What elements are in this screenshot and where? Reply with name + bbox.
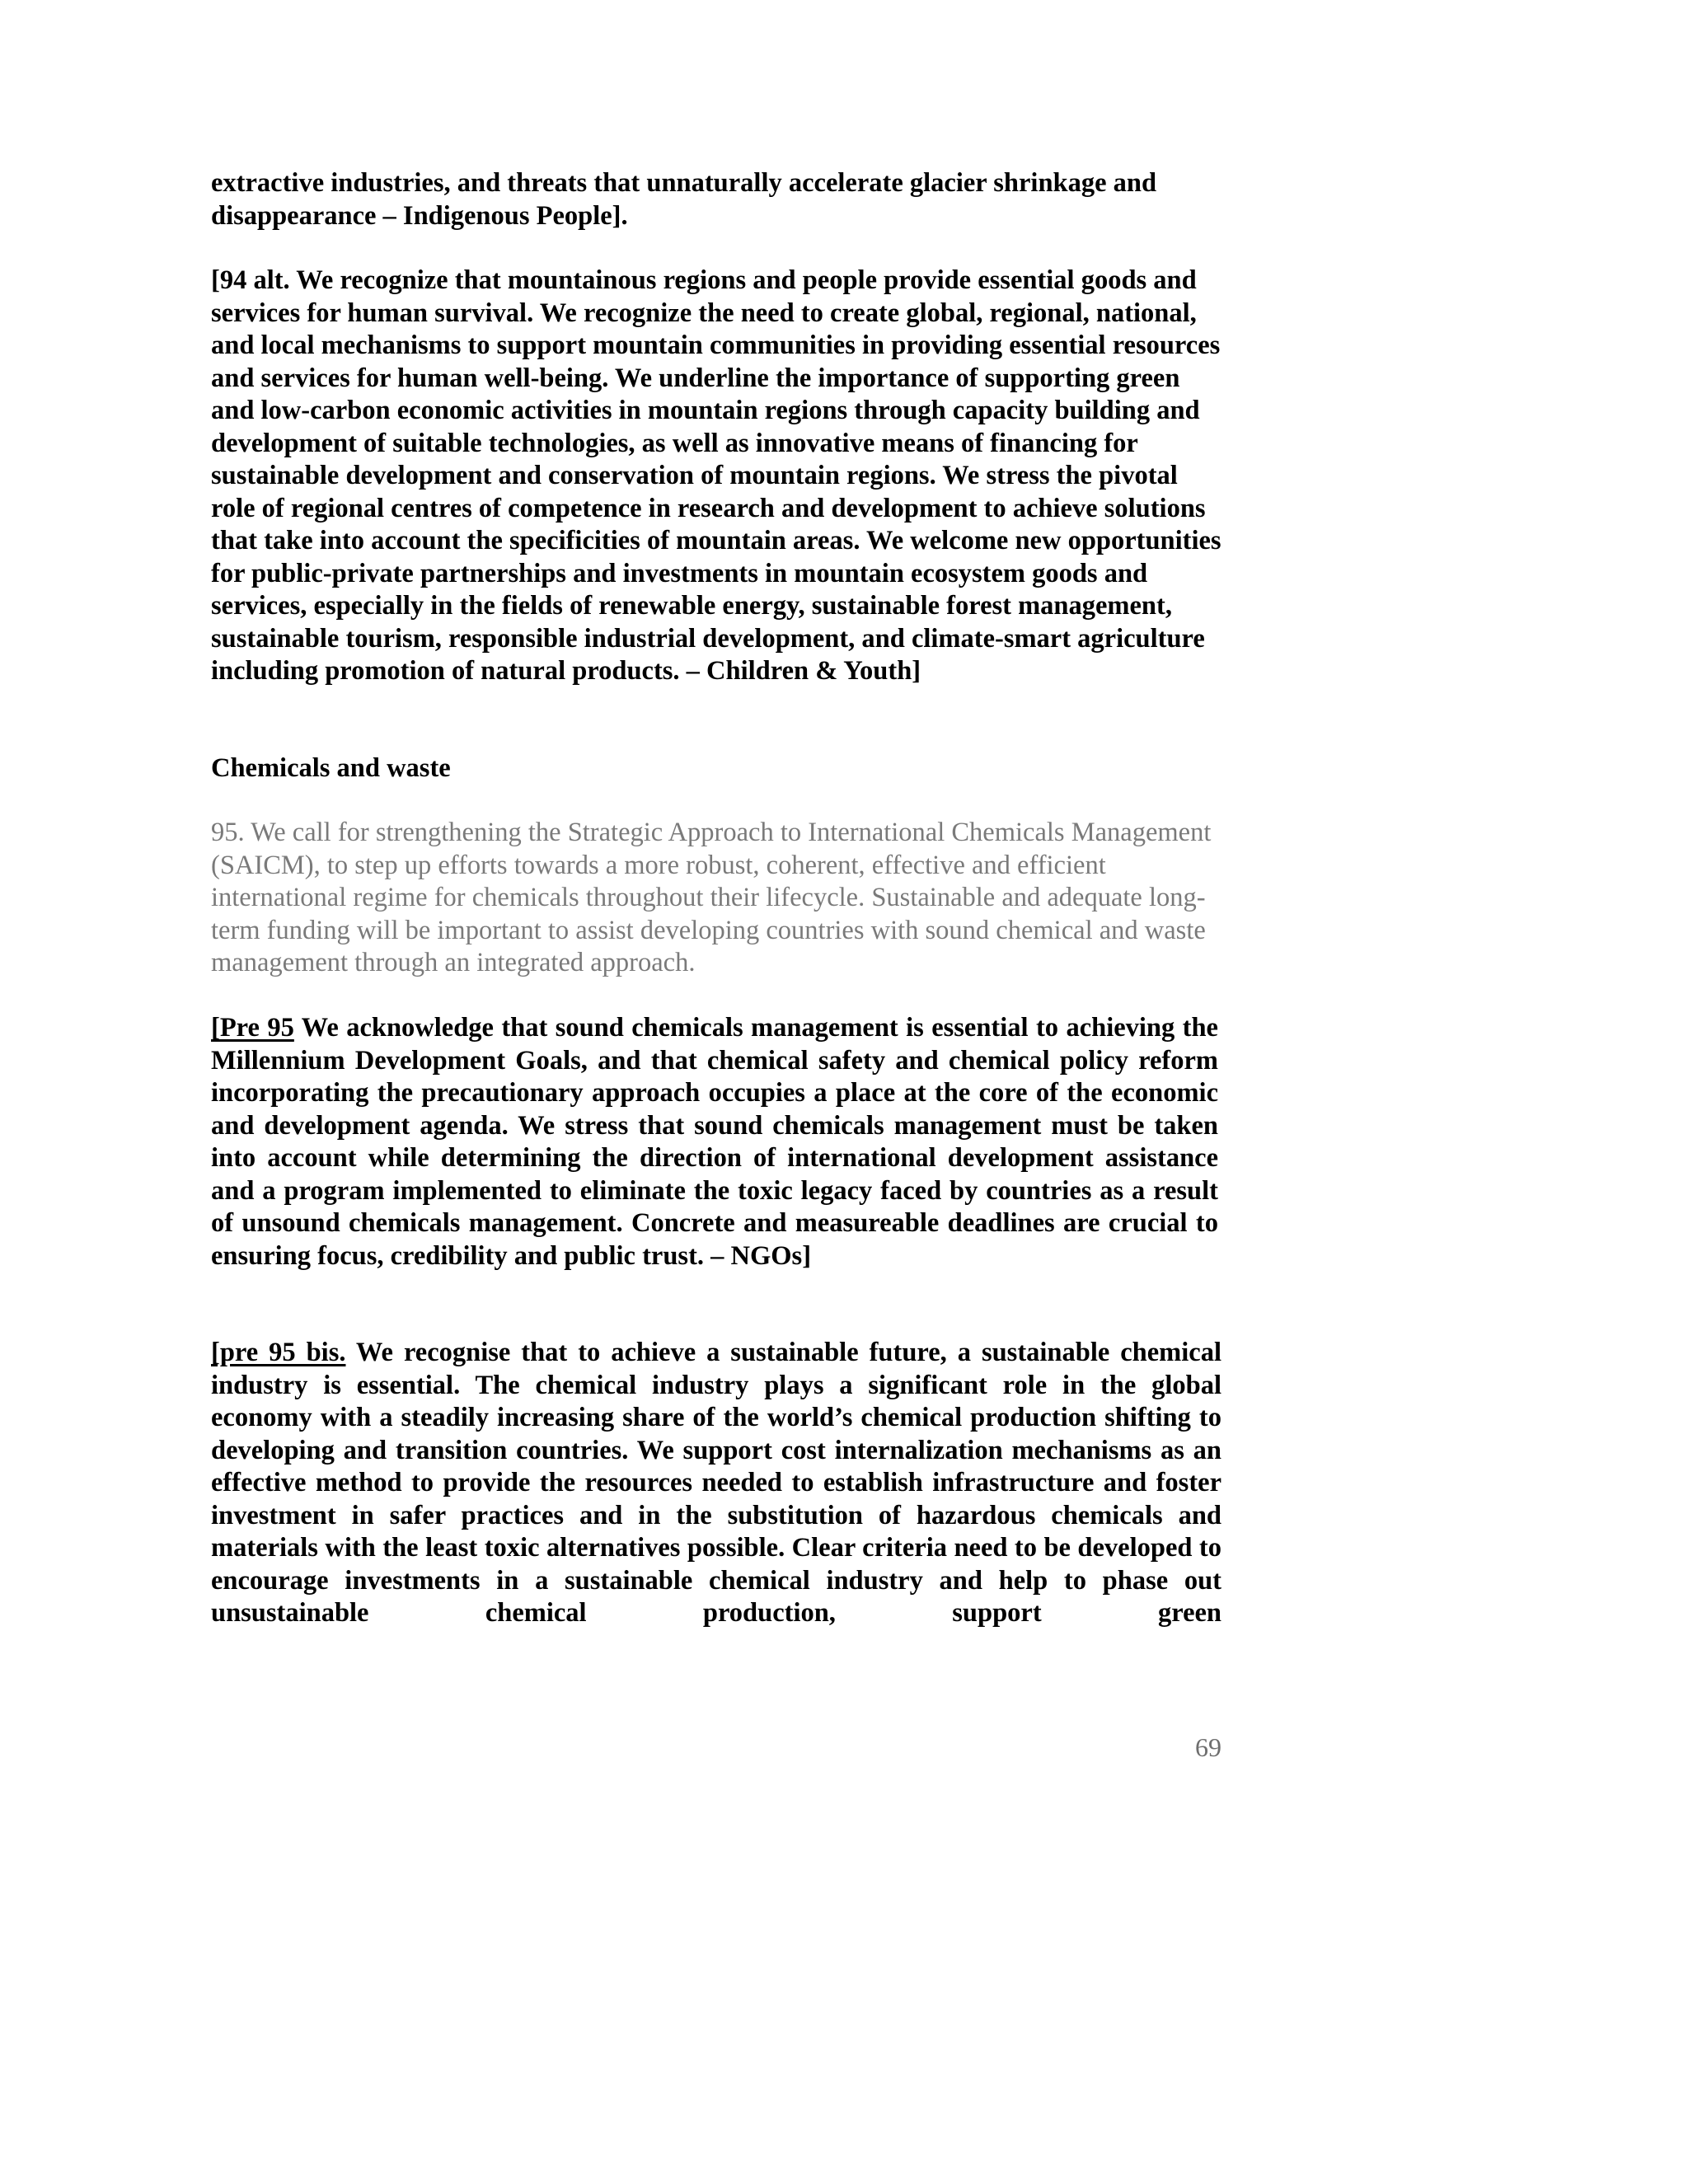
paragraph-body: We recognise that to achieve a sustainable future, a sustainable chemical industry is essential. The chemical industry plays a significant role in the global economy with a steadily increasing share of the world’s chemical production shifting to developing and transition countries. We support cost internalization mechanisms as an effective method to provide the resources needed to establish infrastructure and foster investment in safer practices and in the substitution of hazardous chemicals and materials with the least toxic alternatives possible. Clear criteria need to be developed to encourage investments in a sustainable chemical industry and help to phase out unsustainable chemical production, support green [211,1338,1221,1628]
section-heading: Chemicals and waste [211,753,451,783]
page-number: 69 [1195,1732,1221,1762]
paragraph-pre-95 [211,1012,1218,1272]
paragraph-label: [pre 95 bis. [211,1338,346,1367]
paragraph-body: We acknowledge that sound chemicals management is essential to achieving the Millennium Development Goals, and that chemical safety and chemical policy reform incorporating the precautionary approach occupies a place at the core of the economic and development agenda. We stress that sound chemicals management must be taken into account while determining the direction of international development assistance and a program implemented to eliminate the toxic legacy faced by countries as a result of unsound chemicals management. Concrete and measureable deadlines are crucial to ensuring focus, credibility and public trust. – NGOs] [211,1013,1218,1271]
paragraph-label: [Pre 95 [211,1013,294,1043]
paragraph-95: 95. We call for strengthening the Strategic Approach to International Chemicals Management (SAICM), to step up efforts towards a more robust, coherent, effective and efficient international regime for chemicals throughout their lifecycle. Sustainable and adequate long-term funding will be important to assist developing countries with sound chemical and waste management through an integrated approach. [211,818,1212,977]
paragraph-pre-95-bis [211,1337,1221,1630]
continuation-paragraph: extractive industries, and threats that unnaturally accelerate glacier shrinkage and disappearance – Indigenous People]. [211,168,1157,231]
paragraph-94-alt: [94 alt. We recognize that mountainous regions and people provide essential goods and services for human survival. We recognize the need to create global, regional, national, and local mechanisms to support mountain communities in providing essential resources and services for human well-being. We underline the importance of supporting green and low-carbon economic activities in mountain regions through capacity building and development of suitable technologies, as well as innovative means of financing for sustainable development and conservation of mountain regions. We stress the pivotal role of regional centres of competence in research and development to achieve solutions that take into account the specificities of mountain areas. We welcome new opportunities for public-private partnerships and investments in mountain ecosystem goods and services, especially in the fields of renewable energy, sustainable forest management, sustainable tourism, responsible industrial development, and climate-smart agriculture including promotion of natural products. – Children & Youth] [211,265,1221,686]
